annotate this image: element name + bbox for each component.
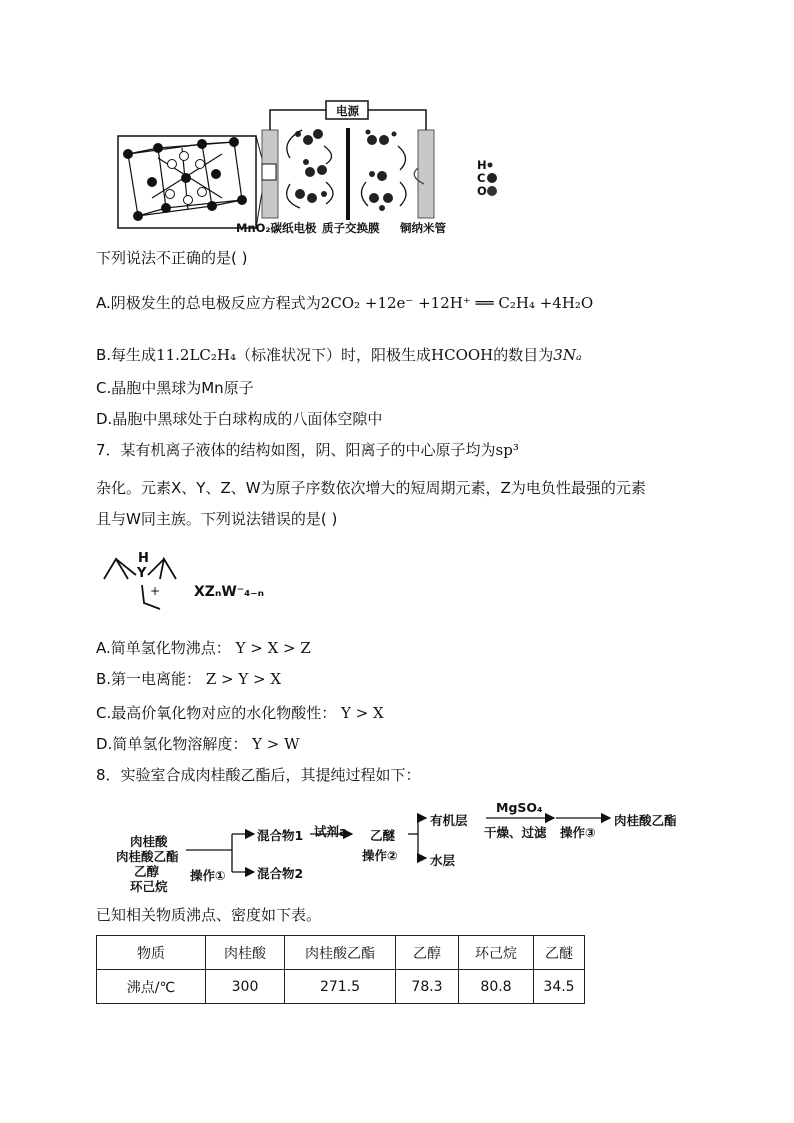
table-cell: 78.3	[396, 970, 459, 1004]
flow-organic-layer: 有机层	[430, 813, 468, 828]
flow-water-layer: 水层	[430, 853, 456, 868]
legend-c-label: C	[477, 171, 486, 185]
table-header-cell: 肉桂酸	[206, 936, 285, 970]
q7-option-a-relation: Y > X > Z	[235, 639, 311, 657]
copper-nanotube-electrode	[418, 130, 434, 218]
q7-option-c-relation: Y > X	[341, 704, 384, 722]
table-cell: 80.8	[459, 970, 534, 1004]
flow-start-1: 肉桂酸	[130, 834, 168, 849]
table-header-cell: 肉桂酸乙酯	[285, 936, 396, 970]
flow-product: 肉桂酸乙酯	[614, 813, 677, 828]
flow-start-4: 环己烷	[130, 879, 168, 894]
q7-option-b	[96, 668, 281, 690]
table-cell: 沸点/℃	[97, 970, 206, 1004]
legend-h-label: H	[477, 158, 487, 172]
q6-option-b	[96, 344, 582, 366]
table-header-cell: 乙醚	[534, 936, 585, 970]
q7-stem-line1	[96, 439, 519, 461]
flow-op3: 操作③	[560, 825, 596, 840]
power-label: 电源	[336, 104, 359, 118]
q7-option-a-label: A.简单氢化物沸点：	[96, 639, 231, 657]
flow-start-2: 肉桂酸乙酯	[116, 849, 179, 864]
structure-y: Y	[137, 566, 147, 581]
table-cell: 300	[206, 970, 285, 1004]
q7-stem-text: 7．某有机离子液体的结构如图，阴、阳离子的中心原子均为	[96, 441, 496, 459]
ionic-liquid-structure	[98, 545, 208, 617]
q8-stem: 8．实验室合成肉桂酸乙酯后，其提纯过程如下：	[96, 766, 421, 784]
q7-option-d-label: D.简单氢化物溶解度：	[96, 735, 248, 753]
proton-exchange-membrane	[346, 128, 350, 220]
q6-option-b-suffix: 的数目为	[493, 346, 554, 364]
table-header-cell: 环己烷	[459, 936, 534, 970]
q6-option-b-number: 3Nₐ	[553, 346, 582, 364]
q7-option-d-relation: Y > W	[252, 735, 300, 753]
flow-mix2: 混合物2	[257, 866, 304, 881]
q6-option-d: D.晶胞中黑球处于白球构成的八面体空隙中	[96, 410, 383, 428]
structure-h: H	[138, 551, 149, 566]
anion-formula: XZₙW⁻₄₋ₙ	[194, 584, 265, 600]
table-cell: 34.5	[534, 970, 585, 1004]
atom-legend	[487, 163, 497, 197]
q7-option-b-label: B.第一电离能：	[96, 670, 202, 688]
q6-stem: 下列说法不正确的是( )	[96, 249, 248, 267]
flow-op2: 操作②	[362, 848, 398, 863]
flow-ether: 乙醚	[370, 828, 396, 843]
table-header-cell: 物质	[97, 936, 206, 970]
q6-option-c: C.晶胞中黑球为Mn原子	[96, 379, 254, 397]
q7-stem-line3: 且与W同主族。下列说法错误的是( )	[96, 510, 338, 528]
q6-option-b-text: B.每生成	[96, 346, 157, 364]
structure-plus: +	[150, 584, 161, 598]
q6-option-b-species: HCOOH	[431, 346, 494, 364]
q7-option-a	[96, 637, 311, 659]
cathode-molecules	[366, 130, 397, 212]
q6-option-a	[96, 292, 593, 314]
q7-sp3: sp³	[495, 441, 519, 459]
q8-table-intro: 已知相关物质沸点、密度如下表。	[96, 906, 322, 924]
electrolysis-figure	[112, 98, 512, 238]
membrane-label: 质子交换膜	[322, 221, 380, 235]
unit-cell-atoms	[124, 138, 247, 221]
q7-option-b-relation: Z > Y > X	[205, 670, 282, 688]
legend-o-label: O	[477, 184, 487, 198]
q7-option-c-label: C.最高价氧化物对应的水化物酸性：	[96, 704, 337, 722]
q6-option-b-mid: （标准状况下）时，阳极生成	[236, 346, 432, 364]
q7-option-c	[96, 702, 384, 724]
q6-option-a-equation: 2CO₂ +12e⁻ +12H⁺ ══ C₂H₄ +4H₂O	[320, 294, 594, 312]
left-electrode-label: MnO₂碳纸电极	[236, 221, 317, 235]
flow-dry-filter: 干燥、过滤	[484, 825, 547, 840]
table-cell: 271.5	[285, 970, 396, 1004]
flow-mgso4: MgSO₄	[496, 800, 543, 815]
right-electrode-label: 铜纳米管	[400, 221, 446, 235]
table-header-row	[97, 936, 585, 970]
anode-molecules	[295, 129, 327, 203]
table-header-cell: 乙醇	[396, 936, 459, 970]
q6-option-b-amount: 11.2LC₂H₄	[156, 346, 237, 364]
flow-start-3: 乙醇	[134, 864, 160, 879]
q6-option-a-text: A.阴极发生的总电极反应方程式为	[96, 294, 321, 312]
flow-op1: 操作①	[190, 868, 226, 883]
q7-stem-line2: 杂化。元素X、Y、Z、W为原子序数依次增大的短周期元素，Z为电负性最强的元素	[96, 479, 646, 497]
flow-reagent-a: 试剂a	[314, 824, 348, 839]
table-row	[97, 970, 585, 1004]
q7-option-d	[96, 733, 300, 755]
flow-mix1: 混合物1	[257, 828, 304, 843]
boiling-point-table	[96, 935, 585, 1004]
